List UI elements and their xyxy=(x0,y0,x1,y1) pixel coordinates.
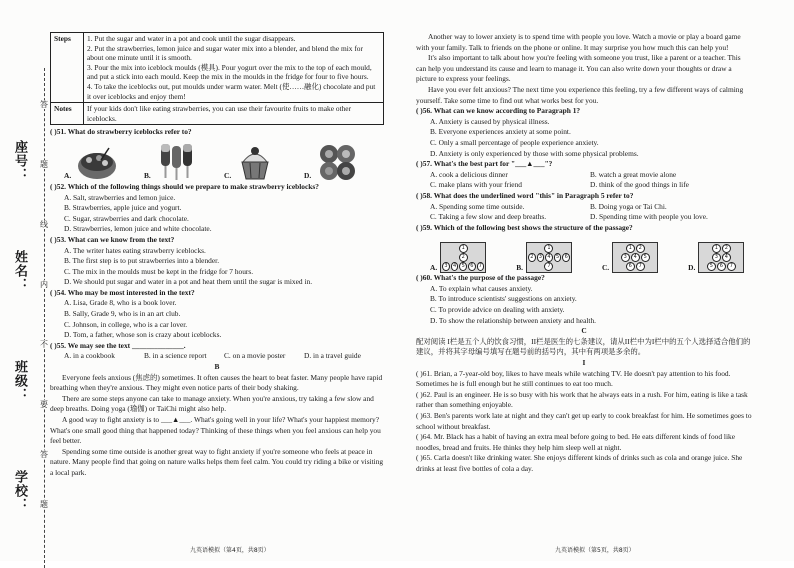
question-55: ( )55. We may see the text ______________. xyxy=(50,340,186,350)
option: C. Only a small percentage of people experience anxiety. xyxy=(430,137,599,147)
option: B. Everyone experiences anxiety at some point. xyxy=(430,127,571,137)
steps-row xyxy=(51,33,384,103)
paragraph-number: 1 xyxy=(712,244,721,253)
paragraph-number: 5 xyxy=(707,262,716,271)
paragraph-number: 7 xyxy=(727,262,736,271)
option: C. Johnson, in college, who is a car lover. xyxy=(64,319,188,329)
question-57: ( )57. What's the best part for "___▲___"? xyxy=(416,159,553,169)
q58-options-row xyxy=(416,212,752,223)
question-59: ( )59. Which of the following best shows the structure of the passage? xyxy=(416,222,633,232)
paragraph-number: 6 xyxy=(468,262,476,271)
q51-option-c xyxy=(224,142,304,182)
option: B. To introduce scientists' suggestions on anxiety. xyxy=(430,294,577,304)
paragraph-number: 6 xyxy=(717,262,726,271)
matching-item: ( )65. Carla doesn't like drinking water. She enjoys different kinds of drinks such as cola and orange juice. She drinks at least five bottles of cola a day. xyxy=(416,453,743,473)
option-label: C. xyxy=(224,171,232,181)
binding-margin xyxy=(4,30,50,550)
question-56: ( )56. What can we know according to Paragraph 1? xyxy=(416,106,581,116)
passage-paragraph: Everyone feels anxious (焦虑的) sometimes. It often causes the heart to beat faster. Many people have rapid breathing when they're anxious. They might even notice parts of their body shaking. xyxy=(50,372,383,393)
q51-picture-options xyxy=(50,138,384,182)
q59-structure-diagrams xyxy=(416,233,752,273)
exam-number-label: 座号： xyxy=(12,140,27,182)
paragraph-number: 4 xyxy=(722,253,731,262)
passage-paragraph: There are some steps anyone can take to manage anxiety. When you're anxious, try taking a few slow and deep breaths. Doing yoga (瑜伽) or TaiChi might also help. xyxy=(50,393,374,414)
question-51: ( )51. What do strawberry iceblocks refer to? xyxy=(50,127,192,137)
paragraph-number: 6 xyxy=(562,253,570,262)
cut-char: 答 xyxy=(40,100,48,109)
cut-char: 题 xyxy=(40,500,48,509)
steps-cell xyxy=(84,33,384,103)
paragraph-number: 2 xyxy=(722,244,731,253)
option: D. Tom, a father, whose son is crazy about iceblocks. xyxy=(64,330,222,340)
option: D. We should put sugar and water in a pot and heat them until the sugar is mixed in. xyxy=(64,277,313,287)
option: A. in a cookbook xyxy=(64,351,115,361)
section-c-instructions: 配对阅读 I栏是五个人的饮食习惯，II栏是医生的七条建议，请从II栏中为I栏中的五个人选择适合他们的建议，并将其字母编号填写在题号前的括号内，其中有两项是多余的。 xyxy=(416,336,751,357)
option-label: A. xyxy=(64,171,72,181)
option: C. Taking a few slow and deep breaths. xyxy=(430,212,547,222)
option-label: B. xyxy=(144,171,151,181)
passage-paragraph: Another way to lower anxiety is to spend time with people you love. Watch a movie or play a board game with your family. Talk to friends on the phone or online. It may surprise you how much this can help you! xyxy=(416,32,741,52)
cut-line xyxy=(44,68,45,568)
step-line: 3. Pour the mix into iceblock moulds (模具). Pour yogurt over the mix to the top of each mould, and put a stick into each mould. Keep the mix in the moulds in the fridge for four to five hours. xyxy=(87,62,372,82)
section-b-heading: B xyxy=(214,362,220,372)
structure-box xyxy=(612,242,658,273)
paragraph-number: 4 xyxy=(545,253,553,262)
option: D. think of the good things in life xyxy=(590,180,689,190)
step-line: 4. To take the iceblocks out, put moulds under warm water. Melt (使……融化) chocolate and put it over iceblocks and enjoy them! xyxy=(87,81,376,101)
question-60: ( )60. What's the purpose of the passage? xyxy=(416,273,545,283)
structure-diagram-c xyxy=(602,242,658,273)
structure-box xyxy=(440,242,486,273)
cookies-image xyxy=(315,142,361,182)
paragraph-number: 1 xyxy=(544,244,553,253)
q55-options xyxy=(50,351,384,362)
page-footer-right: 九英语模拟（第5页，共8页） xyxy=(555,547,635,554)
paragraph-number: 1 xyxy=(459,244,468,253)
structure-box xyxy=(698,242,744,273)
q51-option-b xyxy=(144,142,224,182)
class-label: 班级： xyxy=(12,360,27,402)
paragraph-number: 3 xyxy=(442,262,450,271)
cut-char: 答 xyxy=(40,450,48,459)
right-column xyxy=(416,32,752,475)
question-53: ( )53. What can we know from the text? xyxy=(50,234,175,244)
option: C. make plans with your friend xyxy=(430,180,522,190)
paragraph-number: 4 xyxy=(631,253,640,262)
structure-diagram-b xyxy=(516,242,572,273)
matching-item: ( )63. Ben's parents work late at night and they can't get up early to cook breakfast for him. He sometimes goes to school without breakfast. xyxy=(416,411,752,431)
iceblock-image xyxy=(155,142,199,182)
passage-paragraph: A good way to fight anxiety is to ___▲___. What's going well in your life? What's your happiest memory? What's one small good thing that happened today? Thinking of these things when you feel anxious can help you feel better. xyxy=(50,415,381,446)
school-label: 学校： xyxy=(12,470,27,512)
option-label: D. xyxy=(304,171,312,181)
option: A. Spending some time outside. xyxy=(430,201,525,211)
paragraph-number: 5 xyxy=(554,253,562,262)
option: D. To show the relationship between anxiety and health. xyxy=(430,315,597,325)
paragraph-number: 7 xyxy=(544,262,553,271)
matching-item: ( )64. Mr. Black has a habit of having an extra meal before going to bed. He eats different kinds of food like noodles, bread and fruits. He thinks they help him sleep well at night. xyxy=(416,432,736,452)
option: C. on a movie poster xyxy=(224,351,286,361)
option-label: B. xyxy=(516,262,523,272)
notes-header: Notes xyxy=(51,103,84,125)
cupcake-image xyxy=(235,142,275,182)
steps-header: Steps xyxy=(51,33,84,103)
salad-bowl-image xyxy=(75,144,119,182)
option: D. Anxiety is only experienced by those with some physical problems. xyxy=(430,148,639,158)
question-54: ( )54. Who may be most interested in the text? xyxy=(50,287,195,297)
matching-item: ( )61. Brian, a 7-year-old boy, likes to have meals while watching TV. He doesn't pay attention to his food. Sometimes he is full enough but he still continues to eat too much. xyxy=(416,368,731,389)
paragraph-number: 6 xyxy=(626,262,635,271)
notes-row xyxy=(51,103,384,125)
passage-paragraph: It's also important to talk about how you're feeling with someone you trust, like a parent or a teacher. This can help you understand its cause and learn to manage it. You can also write down your thoughts or draw a picture to express your feelings. xyxy=(416,53,741,84)
name-label: 姓名： xyxy=(12,250,27,292)
step-line: 2. Put the strawberries, lemon juice and sugar water mix into a blender, and blend the mix for about one minute until it is smooth. xyxy=(87,43,363,63)
option-label: D. xyxy=(688,262,696,272)
structure-diagram-a xyxy=(430,242,486,273)
column-one-heading: I xyxy=(582,358,586,368)
paragraph-number: 7 xyxy=(636,262,645,271)
question-58: ( )58. What does the underlined word "this" in Paragraph 5 refer to? xyxy=(416,190,634,200)
option: B. Doing yoga or Tai Chi. xyxy=(590,201,667,211)
option: B. The first step is to put strawberries into a blender. xyxy=(64,256,220,266)
paragraph-number: 2 xyxy=(636,244,645,253)
paragraph-number: 3 xyxy=(537,253,545,262)
option: A. To explain what causes anxiety. xyxy=(430,283,533,293)
option: A. Salt, strawberries and lemon juice. xyxy=(64,192,176,202)
question-52: ( )52. Which of the following things should we prepare to make strawberry iceblocks? xyxy=(50,181,319,191)
section-c-heading: C xyxy=(581,326,587,336)
notes-cell: If your kids don't like eating strawberries, you can use their favourite fruits to make other iceblocks. xyxy=(84,103,384,125)
cut-char: 要 xyxy=(40,400,48,409)
option: C. To provide advice on dealing with anxiety. xyxy=(430,305,565,315)
structure-box xyxy=(526,242,572,273)
q58-options-row xyxy=(416,202,752,213)
cut-char: 不 xyxy=(40,340,48,349)
cut-char: 题 xyxy=(40,160,48,169)
option-label: C. xyxy=(601,262,610,272)
option: C. The mix in the moulds must be kept in the fridge for 7 hours. xyxy=(64,266,254,276)
option: A. cook a delicious dinner xyxy=(430,169,508,179)
option: A. The writer hates eating strawberry iceblocks. xyxy=(64,245,206,255)
paragraph-number: 7 xyxy=(477,262,485,271)
option: D. in a travel guide xyxy=(304,351,361,361)
paragraph-number: 3 xyxy=(621,253,630,262)
passage-paragraph: Spending some time outside is another great way to fight anxiety if you're someone who feels at peace in nature. Many people find that going on nature walks helps them feel calm. You could try riding a bike or visiting a local park. xyxy=(50,446,384,477)
option: B. in a science report xyxy=(144,351,207,361)
paragraph-number: 3 xyxy=(712,253,721,262)
structure-diagram-d xyxy=(688,242,744,273)
paragraph-number: 5 xyxy=(459,262,467,271)
option: B. Strawberries, apple juice and yogurt. xyxy=(64,203,182,213)
q57-options-row xyxy=(416,180,752,191)
option: D. Spending time with people you love. xyxy=(590,212,708,222)
paragraph-number: 2 xyxy=(528,253,536,262)
option: B. watch a great movie alone xyxy=(590,169,677,179)
paragraph-number: 1 xyxy=(626,244,635,253)
matching-item: ( )62. Paul is an engineer. He is so busy with his work that he always eats in a rush. For him, eating is like a task rather than something enjoyable. xyxy=(416,389,748,410)
paragraph-number: 4 xyxy=(451,262,459,271)
cut-char: 内 xyxy=(40,280,48,289)
page-footer-left: 九英语模拟（第4页，共8页） xyxy=(190,547,270,554)
option: B. Sally, Grade 9, who is in an art club. xyxy=(64,309,181,319)
passage-paragraph: Have you ever felt anxious? The next time you experience this feeling, try a few different ways of calming yourself. Take some time to find out what works best for you. xyxy=(416,84,744,105)
q51-option-a xyxy=(64,144,144,182)
recipe-steps-table xyxy=(50,32,384,125)
q57-options-row xyxy=(416,170,752,181)
paragraph-number: 2 xyxy=(459,253,468,262)
option-label: A. xyxy=(430,262,438,272)
cut-char: 线 xyxy=(40,220,48,229)
option: A. Lisa, Grade 8, who is a book lover. xyxy=(64,298,177,308)
q51-option-d xyxy=(304,142,384,182)
option: D. Strawberries, lemon juice and white chocolate. xyxy=(64,224,212,234)
step-line: 1. Put the sugar and water in a pot and cook until the sugar disappears. xyxy=(87,34,296,43)
option: C. Sugar, strawberries and dark chocolate. xyxy=(64,213,189,223)
paragraph-number: 5 xyxy=(641,253,650,262)
left-column xyxy=(50,32,384,479)
option: A. Anxiety is caused by physical illness. xyxy=(430,116,550,126)
